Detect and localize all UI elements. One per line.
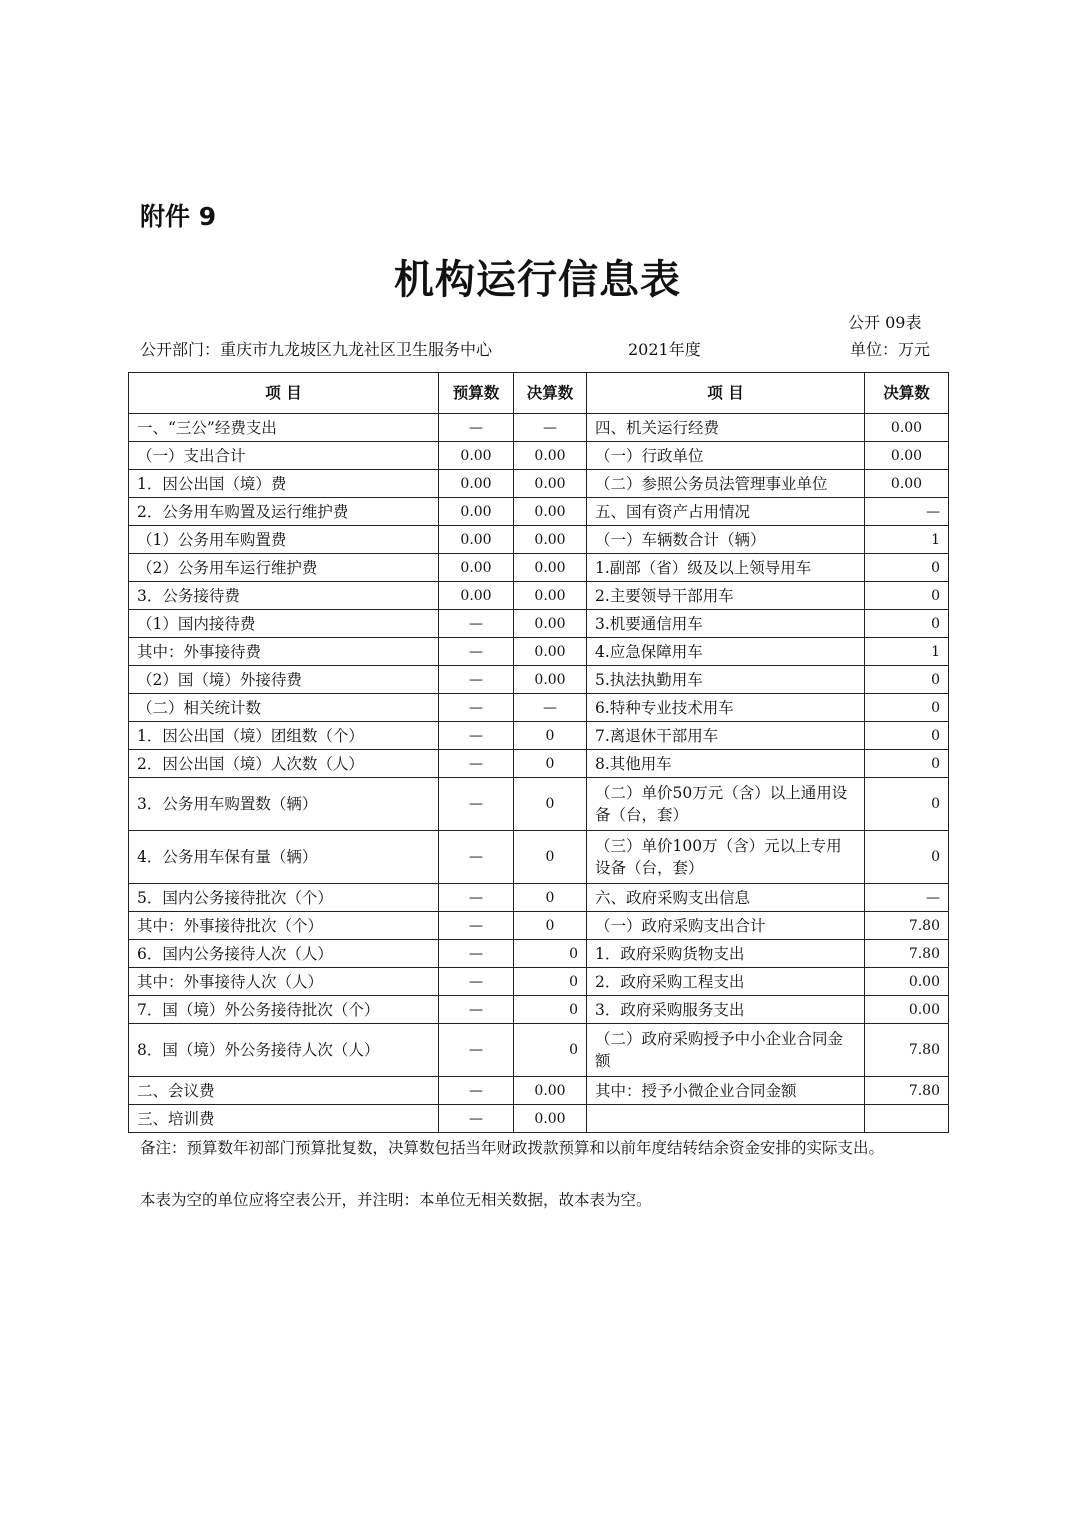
row-item-left: 二、会议费 xyxy=(129,1077,439,1105)
row-final-right: 1 xyxy=(865,638,949,666)
row-item-right: 8.其他用车 xyxy=(587,750,865,778)
row-final-right: 0 xyxy=(865,582,949,610)
row-final-left: 0.00 xyxy=(514,442,587,470)
row-final-left: 0 xyxy=(514,968,587,996)
row-budget: 0.00 xyxy=(439,554,514,582)
row-item-right: 1.副部（省）级及以上领导用车 xyxy=(587,554,865,582)
row-final-left: 0 xyxy=(514,912,587,940)
table-row xyxy=(129,498,949,526)
table-row xyxy=(129,940,949,968)
row-final-right: — xyxy=(865,884,949,912)
row-item-left: 8．国（境）外公务接待人次（人） xyxy=(129,1024,439,1077)
row-item-left: （一）支出合计 xyxy=(129,442,439,470)
row-final-right: 0 xyxy=(865,610,949,638)
row-final-left: 0.00 xyxy=(514,638,587,666)
row-item-left: 6．国内公务接待人次（人） xyxy=(129,940,439,968)
row-final-right: 0 xyxy=(865,750,949,778)
row-budget: 0.00 xyxy=(439,442,514,470)
row-final-right: 0 xyxy=(865,722,949,750)
header-budget: 预算数 xyxy=(439,373,514,414)
row-item-right: （二）政府采购授予中小企业合同金额 xyxy=(587,1024,865,1077)
table-row xyxy=(129,1105,949,1133)
table-row xyxy=(129,610,949,638)
row-final-left: 0 xyxy=(514,778,587,831)
row-final-left: — xyxy=(514,694,587,722)
table-row xyxy=(129,666,949,694)
annex-label: 附件 9 xyxy=(140,202,217,231)
row-final-left: 0 xyxy=(514,996,587,1024)
row-item-right: （二）参照公务员法管理事业单位 xyxy=(587,470,865,498)
row-item-right: 3.机要通信用车 xyxy=(587,610,865,638)
row-item-left: 一、“三公”经费支出 xyxy=(129,414,439,442)
row-budget: — xyxy=(439,638,514,666)
table-row xyxy=(129,884,949,912)
row-item-right: 6.特种专业技术用车 xyxy=(587,694,865,722)
row-final-left: — xyxy=(514,414,587,442)
row-final-right: 0.00 xyxy=(865,996,949,1024)
row-final-left: 0.00 xyxy=(514,498,587,526)
row-budget: — xyxy=(439,996,514,1024)
row-item-right: 2．政府采购工程支出 xyxy=(587,968,865,996)
row-budget: 0.00 xyxy=(439,498,514,526)
row-item-right: （一）车辆数合计（辆） xyxy=(587,526,865,554)
row-item-left: 3．公务用车购置数（辆） xyxy=(129,778,439,831)
row-item-left: 其中：外事接待批次（个） xyxy=(129,912,439,940)
header-final-right: 决算数 xyxy=(865,373,949,414)
form-number: 公开 09表 xyxy=(848,313,922,332)
header-final-left: 决算数 xyxy=(514,373,587,414)
row-final-right: 0.00 xyxy=(865,414,949,442)
row-budget: — xyxy=(439,750,514,778)
row-item-right: 1．政府采购货物支出 xyxy=(587,940,865,968)
table-row xyxy=(129,831,949,884)
row-item-left: 7．国（境）外公务接待批次（个） xyxy=(129,996,439,1024)
row-item-right: 3．政府采购服务支出 xyxy=(587,996,865,1024)
department: 公开部门：重庆市九龙坡区九龙社区卫生服务中心 xyxy=(140,340,493,359)
row-item-left: （1）公务用车购置费 xyxy=(129,526,439,554)
row-final-right: 0 xyxy=(865,694,949,722)
row-item-left: 其中：外事接待费 xyxy=(129,638,439,666)
row-final-left: 0 xyxy=(514,831,587,884)
row-final-left: 0.00 xyxy=(514,526,587,554)
row-final-right: 7.80 xyxy=(865,1024,949,1077)
row-item-left: 4．公务用车保有量（辆） xyxy=(129,831,439,884)
row-budget: 0.00 xyxy=(439,582,514,610)
row-final-right: 7.80 xyxy=(865,940,949,968)
row-budget: 0.00 xyxy=(439,470,514,498)
row-item-left: 3．公务接待费 xyxy=(129,582,439,610)
row-item-right xyxy=(587,1105,865,1133)
row-budget: — xyxy=(439,912,514,940)
table-row xyxy=(129,582,949,610)
table-row xyxy=(129,470,949,498)
row-budget: — xyxy=(439,610,514,638)
row-item-left: （1）国内接待费 xyxy=(129,610,439,638)
row-item-left: 三、培训费 xyxy=(129,1105,439,1133)
row-item-right: 5.执法执勤用车 xyxy=(587,666,865,694)
row-final-left: 0.00 xyxy=(514,582,587,610)
table-row xyxy=(129,1077,949,1105)
table-row xyxy=(129,638,949,666)
row-final-right: 0 xyxy=(865,666,949,694)
row-item-right: 其中：授予小微企业合同金额 xyxy=(587,1077,865,1105)
table-row xyxy=(129,778,949,831)
row-final-left: 0.00 xyxy=(514,666,587,694)
row-final-right: 7.80 xyxy=(865,1077,949,1105)
row-budget: — xyxy=(439,722,514,750)
row-final-left: 0 xyxy=(514,940,587,968)
header-item-right: 项 目 xyxy=(587,373,865,414)
row-item-right: 四、机关运行经费 xyxy=(587,414,865,442)
row-item-right: 7.离退休干部用车 xyxy=(587,722,865,750)
table-row xyxy=(129,1024,949,1077)
table-row xyxy=(129,414,949,442)
row-item-left: 5．国内公务接待批次（个） xyxy=(129,884,439,912)
row-item-left: （二）相关统计数 xyxy=(129,694,439,722)
row-item-left: 1．因公出国（境）费 xyxy=(129,470,439,498)
row-budget: — xyxy=(439,1024,514,1077)
table-row xyxy=(129,694,949,722)
row-item-right: 2.主要领导干部用车 xyxy=(587,582,865,610)
table-row xyxy=(129,722,949,750)
table-row xyxy=(129,912,949,940)
row-final-left: 0.00 xyxy=(514,1077,587,1105)
row-budget: — xyxy=(439,884,514,912)
row-final-left: 0 xyxy=(514,722,587,750)
row-final-left: 0 xyxy=(514,1024,587,1077)
row-budget: 0.00 xyxy=(439,526,514,554)
row-item-right: 4.应急保障用车 xyxy=(587,638,865,666)
page-title: 机构运行信息表 xyxy=(394,256,681,303)
row-item-right: （三）单价100万（含）元以上专用设备（台，套） xyxy=(587,831,865,884)
row-final-right: 1 xyxy=(865,526,949,554)
row-final-right: 0.00 xyxy=(865,442,949,470)
table-row xyxy=(129,442,949,470)
table-row xyxy=(129,750,949,778)
row-item-right: （二）单价50万元（含）以上通用设备（台，套） xyxy=(587,778,865,831)
row-budget: — xyxy=(439,414,514,442)
row-budget: — xyxy=(439,1077,514,1105)
row-final-right: — xyxy=(865,498,949,526)
header-item-left: 项 目 xyxy=(129,373,439,414)
row-budget: — xyxy=(439,968,514,996)
footnote-remark: 备注：预算数年初部门预算批复数，决算数包括当年财政拨款预算和以前年度结转结余资金安排的实际支出。 xyxy=(140,1139,885,1157)
row-final-right: 0 xyxy=(865,831,949,884)
row-item-right: （一）行政单位 xyxy=(587,442,865,470)
row-final-left: 0.00 xyxy=(514,1105,587,1133)
row-final-right: 0.00 xyxy=(865,968,949,996)
row-item-right: 五、国有资产占用情况 xyxy=(587,498,865,526)
row-budget: — xyxy=(439,694,514,722)
row-final-left: 0.00 xyxy=(514,470,587,498)
row-final-left: 0.00 xyxy=(514,610,587,638)
row-budget: — xyxy=(439,940,514,968)
footnote-empty-table: 本表为空的单位应将空表公开，并注明：本单位无相关数据，故本表为空。 xyxy=(140,1191,652,1209)
table-row xyxy=(129,554,949,582)
table-row xyxy=(129,996,949,1024)
fiscal-year: 2021年度 xyxy=(628,340,701,359)
table-row xyxy=(129,968,949,996)
row-item-left: 2．公务用车购置及运行维护费 xyxy=(129,498,439,526)
row-final-left: 0 xyxy=(514,884,587,912)
row-item-left: 2．因公出国（境）人次数（人） xyxy=(129,750,439,778)
row-final-left: 0 xyxy=(514,750,587,778)
row-item-right: （一）政府采购支出合计 xyxy=(587,912,865,940)
row-item-right: 六、政府采购支出信息 xyxy=(587,884,865,912)
row-final-right xyxy=(865,1105,949,1133)
row-item-left: 1．因公出国（境）团组数（个） xyxy=(129,722,439,750)
row-budget: — xyxy=(439,1105,514,1133)
table-header-row xyxy=(129,373,949,414)
row-final-right: 7.80 xyxy=(865,912,949,940)
table-row xyxy=(129,526,949,554)
row-item-left: （2）国（境）外接待费 xyxy=(129,666,439,694)
row-budget: — xyxy=(439,666,514,694)
row-budget: — xyxy=(439,831,514,884)
row-final-left: 0.00 xyxy=(514,554,587,582)
row-item-left: 其中：外事接待人次（人） xyxy=(129,968,439,996)
row-final-right: 0 xyxy=(865,554,949,582)
row-item-left: （2）公务用车运行维护费 xyxy=(129,554,439,582)
row-final-right: 0.00 xyxy=(865,470,949,498)
row-budget: — xyxy=(439,778,514,831)
currency-unit: 单位：万元 xyxy=(850,340,931,359)
info-table xyxy=(128,372,949,1133)
row-final-right: 0 xyxy=(865,778,949,831)
